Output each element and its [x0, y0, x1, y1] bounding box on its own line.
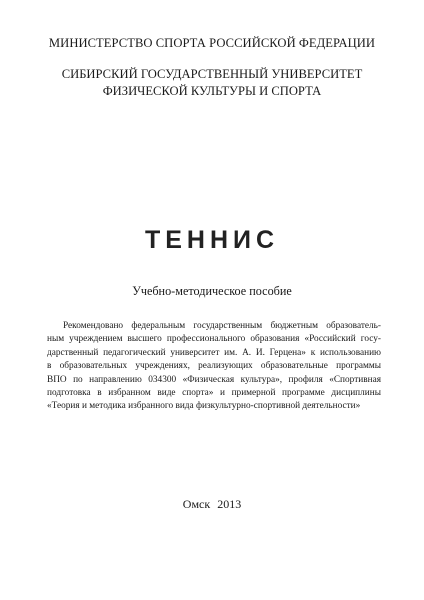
university-line-2: ФИЗИЧЕСКОЙ КУЛЬТУРЫ И СПОРТА: [102, 84, 322, 98]
recommendation-paragraph: [47, 320, 381, 414]
recommendation-line: дарственный педагогический университет им. А. И. Герцена» к использованию: [47, 347, 381, 358]
university-line-1: СИБИРСКИЙ ГОСУДАРСТВЕННЫЙ УНИВЕРСИТЕТ: [61, 67, 363, 81]
book-title: ТЕННИС: [144, 226, 280, 254]
recommendation-line: ВПО по направлению 034300 «Физическая культура», профиля «Спортивная: [47, 374, 381, 385]
recommendation-line: в образовательных учреждениях, реализующих образовательные программы: [47, 361, 381, 372]
recommendation-line: Рекомендовано федеральным государственным бюджетным образователь-: [63, 321, 381, 331]
recommendation-line: «Теория и методика избранного вида физкультурно-спортивной деятельности»: [47, 401, 361, 412]
ministry-heading: МИНИСТЕРСТВО СПОРТА РОССИЙСКОЙ ФЕДЕРАЦИИ: [48, 36, 376, 50]
book-subtitle: Учебно-методическое пособие: [132, 284, 292, 298]
university-heading: [0, 66, 424, 100]
recommendation-line: подготовка в избранном виде спорта» и примерной программе дисциплины: [47, 388, 381, 399]
recommendation-line: ным учреждением высшего профессионального образования «Российский госу-: [47, 334, 381, 345]
publication-year: 2013: [217, 497, 242, 511]
publication-info: [0, 497, 424, 512]
publication-city: Омск: [182, 497, 211, 511]
